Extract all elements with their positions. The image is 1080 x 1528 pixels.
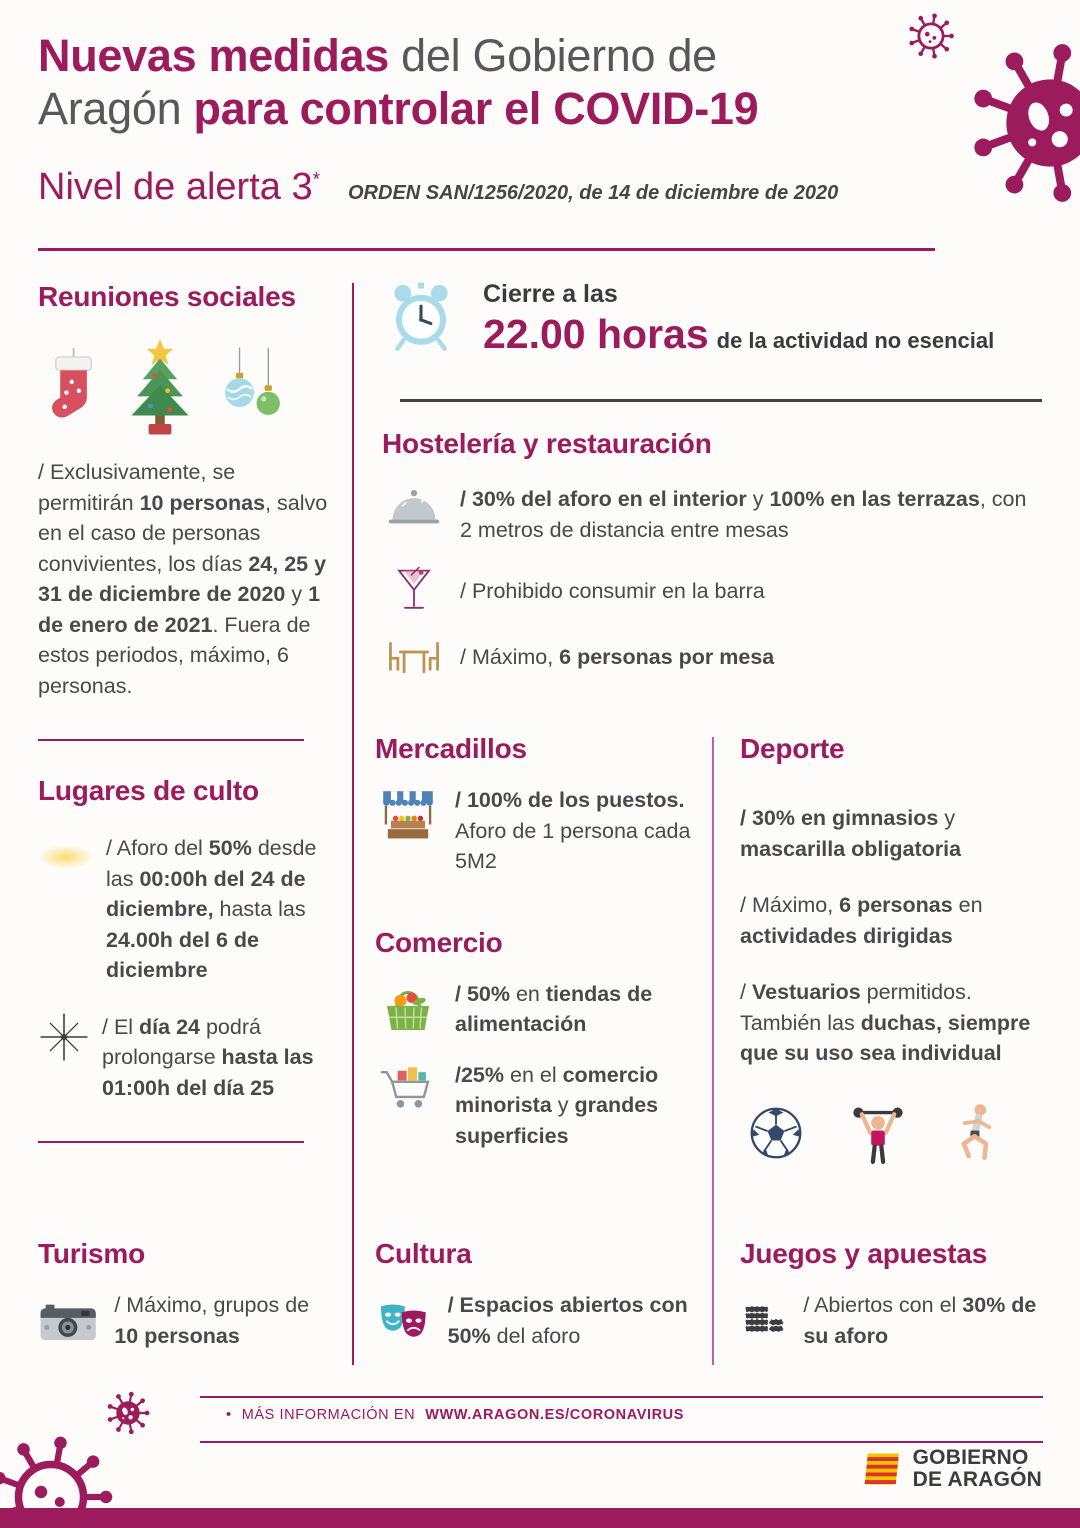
section-lugares (38, 775, 330, 1103)
market-stall-icon (377, 785, 439, 847)
alert-level-text: Nivel de alerta 3 (38, 166, 313, 208)
soccer-ball-icon (748, 1105, 804, 1161)
hosteleria-aforo-text: / 30% del aforo en el interior y 100% en las terrazas, con 2 metros de distancia entre mesas (460, 487, 1027, 542)
sport-icons-row (740, 1099, 1045, 1167)
aragon-flag-icon (861, 1449, 903, 1489)
deporte-gimnasios-text: / 30% en gimnasios y mascarilla obligatoria (740, 806, 962, 861)
cocktail-icon (393, 565, 435, 617)
hosteleria-barra-text: / Prohibido consumir en la barra (460, 578, 765, 603)
star-icon (39, 1012, 89, 1062)
divider (400, 399, 1042, 402)
divider (38, 1141, 304, 1143)
gobierno-aragon-logo (861, 1447, 1042, 1491)
theater-masks-icon (375, 1290, 432, 1356)
footer-info (226, 1407, 684, 1423)
juegos-text: / Abiertos con el 30% de su aforo (803, 1293, 1037, 1348)
closing-time-banner (383, 276, 994, 358)
section-hosteleria (382, 428, 1044, 677)
left-column (38, 281, 330, 1143)
virus-icon (953, 26, 1080, 220)
section-juegos (740, 1238, 1048, 1351)
section-reuniones (38, 281, 330, 701)
cloche-icon (385, 484, 443, 530)
column-divider (712, 737, 714, 1365)
reuniones-heading: Reuniones sociales (38, 281, 296, 312)
turismo-text: / Máximo, grupos de 10 personas (114, 1293, 310, 1348)
deporte-vestuarios-text: / Vestuarios permitidos. También las duchas, siempre que su uso sea individual (740, 980, 1031, 1066)
deporte-column (740, 733, 1045, 1167)
comercio-minorista-text: /25% en el comercio minorista y grandes superficies (455, 1062, 659, 1148)
footer-info-text: MÁS INFORMACIÓN EN (241, 1407, 416, 1423)
lugares-dia24-item (38, 1012, 330, 1104)
weightlifting-icon (848, 1099, 908, 1167)
cultura-text: / Espacios abiertos con 50% del aforo (447, 1293, 688, 1348)
hosteleria-mesa-text: / Máximo, 6 personas por mesa (460, 644, 775, 669)
christmas-tree-icon (120, 335, 200, 435)
middle-column (375, 733, 693, 1151)
turismo-heading: Turismo (38, 1238, 145, 1269)
bottom-bar (0, 1508, 1080, 1528)
cierre-line1: Cierre a las (483, 280, 618, 308)
alert-row (38, 166, 838, 209)
lugares-aforo-item (38, 833, 330, 986)
column-divider (352, 283, 354, 1365)
comercio-alimentacion-text: / 50% en tiendas de alimentación (455, 981, 653, 1037)
christmas-baubles-icon (218, 343, 288, 435)
christmas-stocking-icon (38, 343, 102, 435)
header-divider (38, 248, 935, 251)
section-turismo (38, 1238, 338, 1356)
footer-divider (200, 1396, 1043, 1398)
comercio-heading: Comercio (375, 926, 503, 958)
virus-icon (903, 8, 959, 64)
deporte-heading: Deporte (740, 733, 845, 764)
poker-chips-icon (740, 1290, 785, 1346)
logo-line2: DE ARAGÓN (912, 1468, 1042, 1492)
reuniones-text: / Exclusivamente, se permitirán 10 personas, salvo en el caso de personas convivientes, los días 24, 25 y 31 de diciembre de 2020 y 1 de enero de 2021. Fuera de estos periodos, máximo, 6 personas. (38, 460, 328, 698)
lugares-aforo-text: / Aforo del 50% desde las 00:00h del 24 de diciembre, hasta las 24.00h del 6 de diciembre (106, 836, 317, 983)
candle-glow-icon (38, 845, 94, 869)
cultura-heading: Cultura (375, 1238, 472, 1269)
section-cultura (375, 1238, 697, 1356)
bullet: • (226, 1407, 232, 1423)
mercadillos-text: / 100% de los puestos. Aforo de 1 persona cada 5M2 (455, 788, 691, 874)
grocery-basket-icon (378, 979, 438, 1039)
deporte-dirigidas-text: / Máximo, 6 personas en actividades dirigidas (740, 893, 983, 948)
lugares-heading: Lugares de culto (38, 775, 259, 807)
page-title: Nuevas medidas del Gobierno de Aragón para controlar el COVID-19 (38, 30, 759, 134)
table-chairs-icon (383, 637, 445, 677)
mercadillos-heading: Mercadillos (375, 733, 527, 764)
alarm-clock-icon (383, 278, 459, 354)
lugares-dia24-text: / El día 24 podrá prolongarse hasta las 01:00h del día 25 (102, 1014, 314, 1100)
divider (38, 739, 304, 741)
footer-divider (200, 1441, 1043, 1443)
order-reference: ORDEN SAN/1256/2020, de 14 de diciembre de 2020 (348, 182, 839, 204)
juegos-heading: Juegos y apuestas (740, 1238, 988, 1269)
christmas-icons-row (38, 327, 330, 435)
shopping-cart-icon (377, 1060, 439, 1116)
cierre-rest: de la actividad no esencial (716, 328, 995, 353)
alert-asterisk: * (312, 169, 320, 191)
logo-line1: GOBIERNO (912, 1446, 1029, 1469)
hosteleria-heading: Hostelería y restauración (382, 428, 712, 459)
footer-url[interactable]: WWW.ARAGON.ES/CORONAVIRUS (425, 1407, 685, 1423)
camera-icon (38, 1290, 98, 1356)
cierre-time: 22.00 horas (483, 311, 709, 357)
alert-level (38, 166, 320, 209)
running-icon (952, 1100, 1002, 1166)
